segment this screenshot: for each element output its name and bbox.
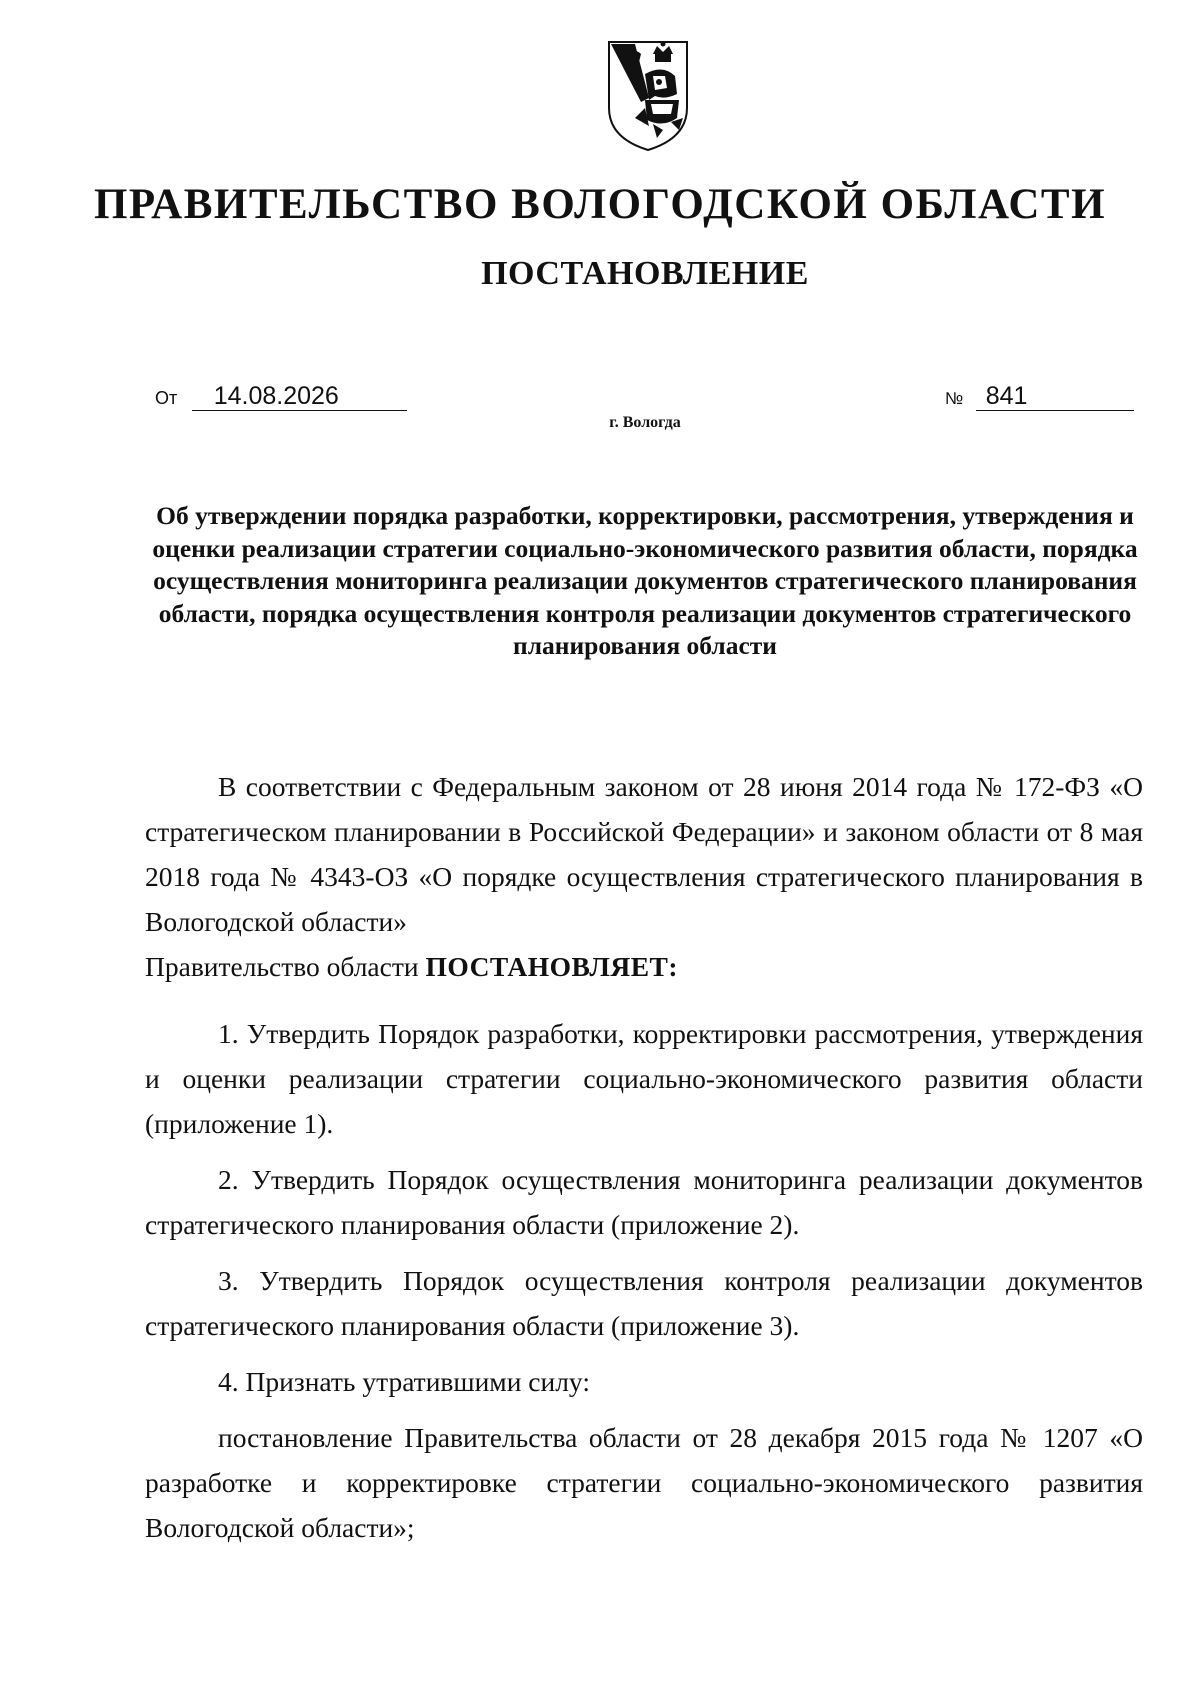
document-city: г. Вологда: [609, 414, 681, 431]
decree-lead: Правительство области: [145, 951, 426, 982]
document-number-line: [945, 382, 1134, 411]
document-subject: Об утверждении порядка разработки, корректировки, рассмотрения, утверждения и оценки реализации стратегии социально-экономического развития области, порядка осуществления мониторинга реализации документов стратегического планирования области, порядка осуществления контроля реализации документов стратегического планирования области: [152, 501, 1138, 660]
document-number: 841: [976, 382, 1134, 411]
date-prefix: От: [155, 388, 178, 408]
government-title: ПРАВИТЕЛЬСТВО ВОЛОГОДСКОЙ ОБЛАСТИ: [93, 181, 1107, 228]
preamble-paragraph: В соответствии с Федеральным законом от 28 июня 2014 года № 172-ФЗ «О стратегическом планировании в Российской Федерации» и законом области от 8 мая 2018 года № 4343-ОЗ «О порядке осуществления стратегического планирования в Вологодской области»: [145, 771, 1143, 937]
document-type: ПОСТАНОВЛЕНИЕ: [481, 255, 809, 292]
item-paragraph-5: постановление Правительства области от 28 декабря 2015 года № 1207 «О разработке и корректировке стратегии социально-экономического развития Вологодской области»;: [145, 1422, 1143, 1543]
document-date-line: [155, 382, 407, 411]
number-prefix: №: [945, 389, 964, 408]
vologda-coat-of-arms-icon: [605, 38, 691, 154]
document-body: [145, 764, 1143, 1550]
item-paragraph-2: 2. Утвердить Порядок осуществления мониторинга реализации документов стратегического планирования области (приложение 2).: [145, 1164, 1143, 1240]
document-date: 14.08.2026: [192, 382, 407, 411]
item-paragraph-4: 4. Признать утратившими силу:: [218, 1366, 590, 1397]
item-paragraph-3: 3. Утвердить Порядок осуществления контроля реализации документов стратегического планирования области (приложение 3).: [145, 1265, 1143, 1341]
decree-paragraph: [145, 944, 1143, 989]
decree-word: ПОСТАНОВЛЯЕТ:: [425, 951, 679, 982]
item-paragraph-1: 1. Утвердить Порядок разработки, корректировки рассмотрения, утверждения и оценки реализации стратегии социально-экономического развития области (приложение 1).: [145, 1018, 1143, 1139]
